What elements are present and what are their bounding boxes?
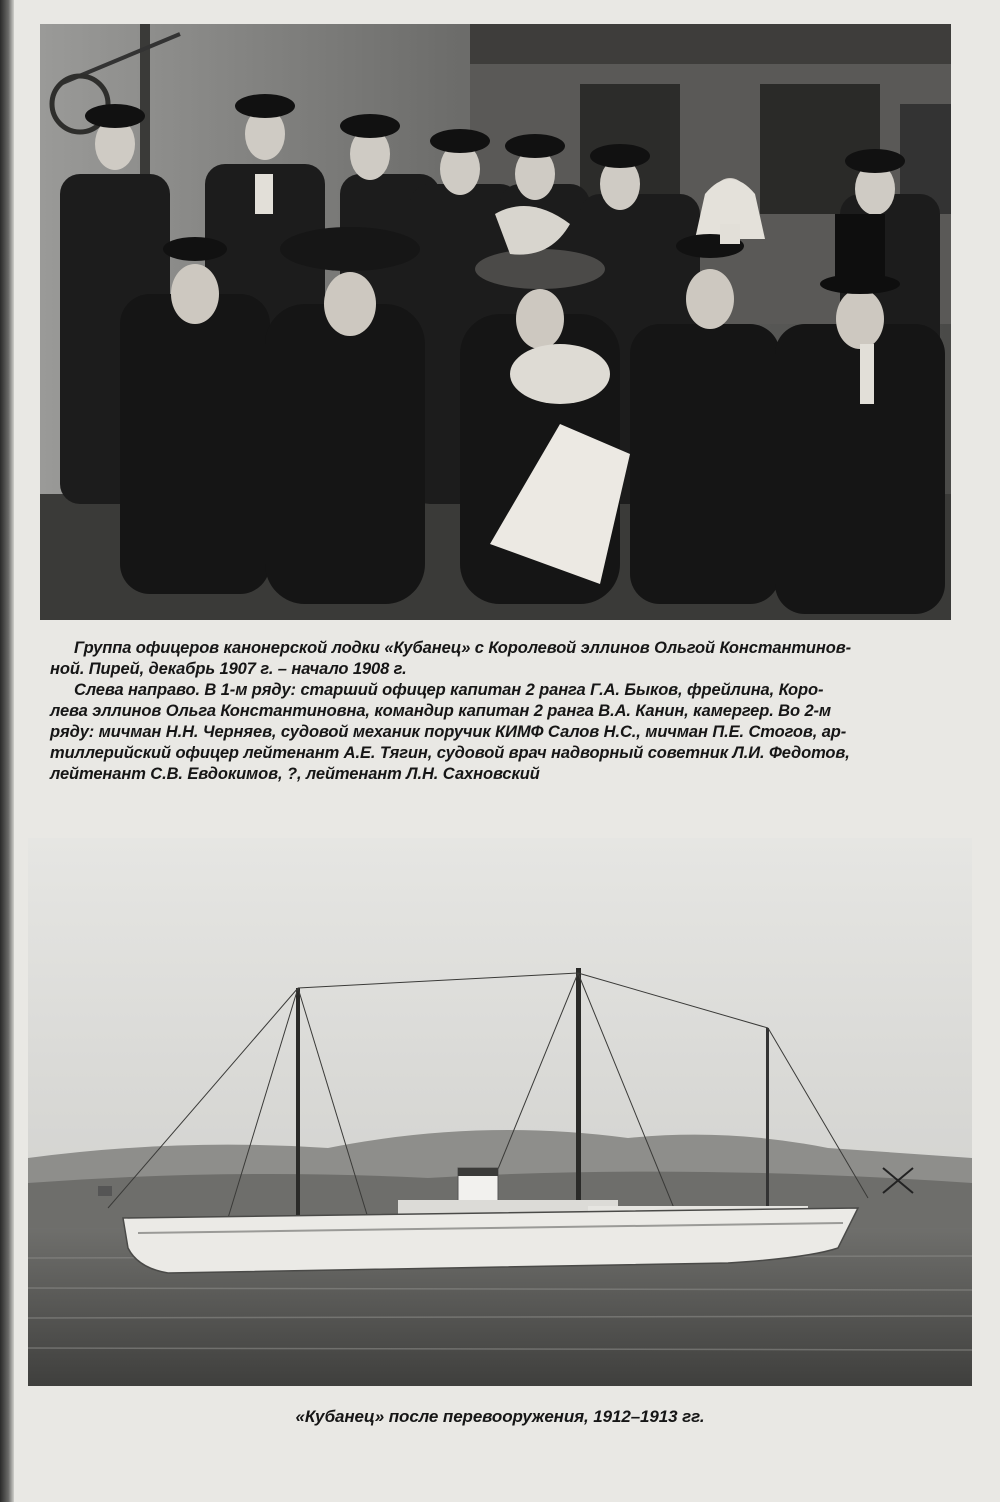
book-gutter-shadow (0, 0, 14, 1502)
caption-line: лейтенант С.В. Евдокимов, ?, лейтенант Л.Н. Сахновский (50, 765, 540, 783)
caption-line: Группа офицеров канонерской лодки «Кубанец» с Королевой эллинов Ольгой Константинов- (74, 639, 851, 657)
caption-line: ной. Пирей, декабрь 1907 г. – начало 1908 г. (50, 660, 407, 678)
photo-group-icon (40, 24, 951, 620)
caption-line: Слева направо. В 1-м ряду: старший офицер капитан 2 ранга Г.А. Быков, фрейлина, Коро- (74, 681, 824, 699)
caption-officers (50, 638, 964, 785)
caption-line: тиллерийский офицер лейтенант А.Е. Тягин, судовой врач надворный советник Л.И. Федотов, (50, 744, 850, 762)
photo-officers-group (40, 24, 951, 620)
caption-gunboat: «Кубанец» после перевооружения, 1912–1913 гг. (295, 1407, 705, 1426)
photo-ship-icon (28, 838, 972, 1386)
caption-line: ряду: мичман Н.Н. Черняев, судовой механик поручик КИМФ Салов Н.С., мичман П.Е. Стогов, ар- (50, 723, 847, 741)
photo-gunboat-kubanets (28, 838, 972, 1386)
caption-line: лева эллинов Ольга Константиновна, командир капитан 2 ранга В.А. Канин, камергер. Во 2-м (50, 702, 832, 720)
